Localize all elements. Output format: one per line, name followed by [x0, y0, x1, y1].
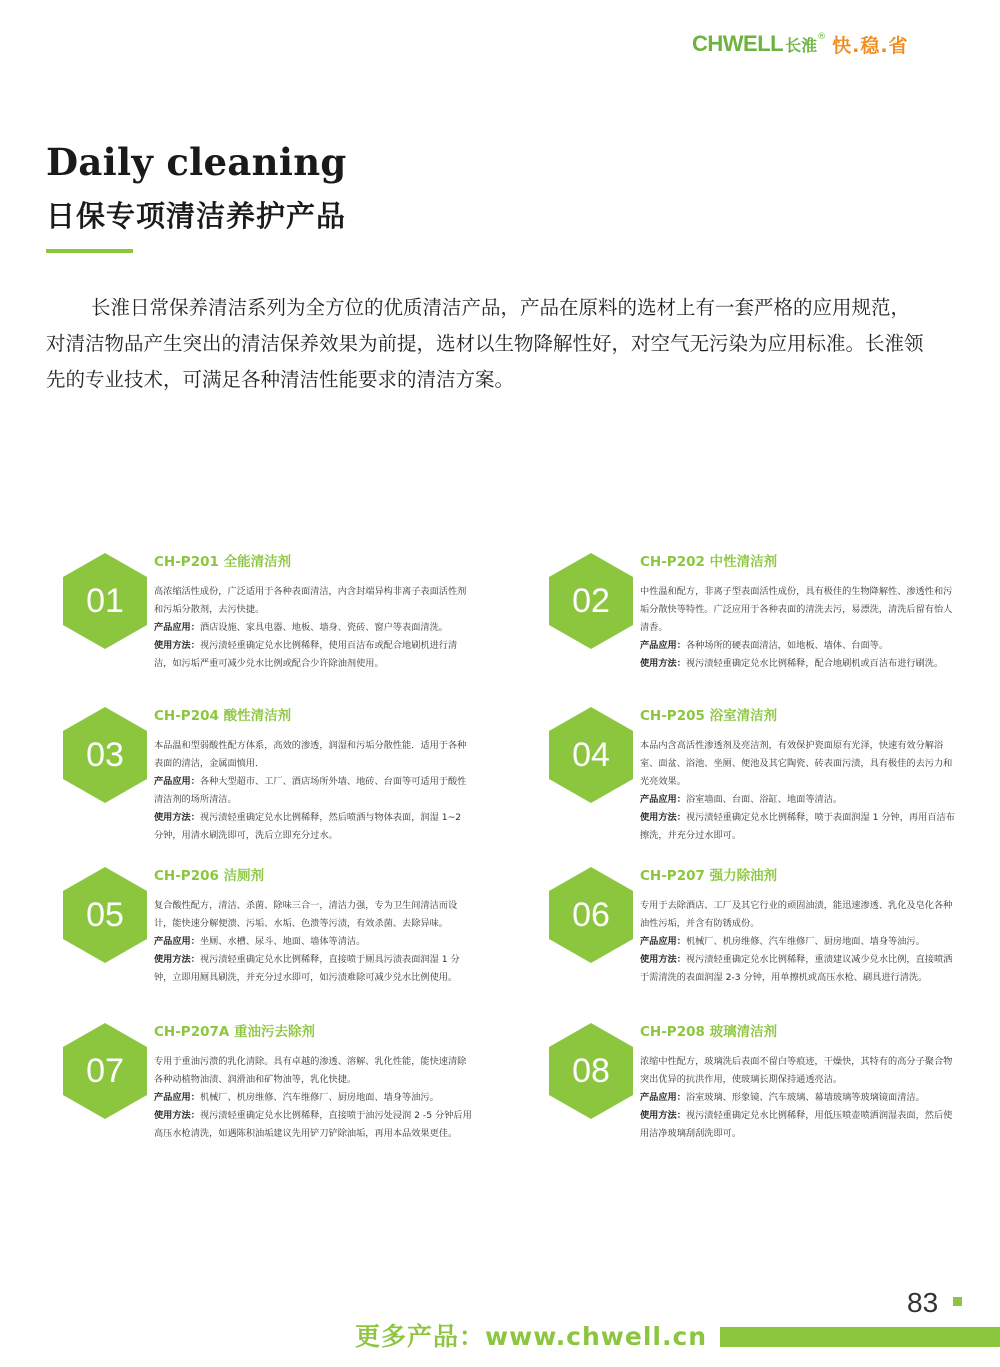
product-desc-text: 高浓缩活性成份，广泛适用于各种表面清洁，内含封端异构非离子表面活性剂和污垢分散剂，去污快捷。: [154, 586, 467, 615]
product-usage-text: 视污渍轻重确定兑水比例稀释，直接喷于油污处浸润 2 -5 分钟后用高压水枪清洗，如遇陈积油垢建议先用铲刀铲除油垢，再用本品效果更佳。: [154, 1110, 472, 1139]
product-application-text: 各种场所的硬表面清洁，如地板、墙体、台面等。: [685, 640, 889, 651]
usage-label: 使用方法：: [640, 658, 686, 669]
application-label: 产品应用：: [154, 936, 200, 947]
page-title-english: Daily cleaning: [46, 140, 347, 184]
product-description: [154, 737, 472, 845]
product-usage-text: 视污渍轻重确定兑水比例稀释，重渍建议减少兑水比例，直接喷洒于需清洗的表面润湿 2-3 分钟，用单擦机或高压水枪、刷具进行清洗。: [640, 954, 953, 983]
product-desc-text: 复合酸性配方，清洁、杀菌、除味三合一，清洁力强，专为卫生间清洁而设计，能快速分解便溃、污垢、水垢、色溃等污渍，有效杀菌、去除异味。: [154, 900, 458, 929]
product-desc-text: 浓缩中性配方，玻璃洗后表面不留白等痕迹，干燥快，其特有的高分子聚合物突出优异的抗洪作用，使玻璃长期保持通透亮洁。: [640, 1056, 953, 1085]
application-label: 产品应用：: [154, 622, 200, 633]
product-usage-text: 视污渍轻重确定兑水比例稀释，使用百洁布或配合地刷机进行清洁，如污垢严重可减少兑水比例或配合少许除油剂使用。: [154, 640, 458, 669]
product-card-02: [534, 553, 974, 703]
product-title: CH-P207 强力除油剂: [640, 868, 778, 884]
usage-label: 使用方法：: [154, 954, 200, 965]
usage-label: 使用方法：: [154, 1110, 200, 1121]
product-number: 05: [86, 895, 124, 934]
registered-mark: ®: [817, 32, 827, 42]
product-application-text: 酒店设施、家具电器、地板、墙身、瓷砖、窗户等表面清洗。: [199, 622, 448, 633]
product-number: 02: [572, 581, 610, 620]
footer-website-link[interactable]: 更多产品：www.chwell.cn: [355, 1322, 708, 1351]
intro-paragraph: 长淮日常保养清洁系列为全方位的优质清洁产品，产品在原料的选材上有一套严格的应用规范，对清洁物品产生突出的清洁保养效果为前提，选材以生物降解性好，对空气无污染为应用标准。长淮领先的专业技术，可满足各种清洁性能要求的清洁方案。: [46, 296, 924, 391]
product-title: CH-P207A 重油污去除剂: [154, 1024, 316, 1040]
product-title: CH-P205 浴室清洁剂: [640, 708, 778, 724]
page-number-square-icon: [953, 1297, 962, 1306]
product-card-03: [48, 707, 488, 857]
product-card-07: [48, 1023, 488, 1173]
product-number: 03: [86, 735, 124, 774]
product-usage-text: 视污渍轻重确定兑水比例稀释，用低压喷壶喷洒润湿表面，然后使用洁净玻璃刮刮洗即可。: [640, 1110, 953, 1139]
product-application-text: 机械厂、机房维修、汽车维修厂、厨房地面、墙身等油污。: [199, 1092, 439, 1103]
product-usage-text: 视污渍轻重确定兑水比例稀释，喷于表面润湿 1 分钟，再用百洁布擦洗，并充分过水即可。: [640, 812, 955, 841]
usage-label: 使用方法：: [154, 640, 200, 651]
product-usage-text: 视污渍轻重确定兑水比例稀释，然后喷洒与物体表面，润湿 1~2 分钟，用清水刷洗即可，洗后立即充分过水。: [154, 812, 462, 841]
product-description: [154, 583, 472, 673]
product-desc-text: 专用于重油污溃的乳化清除。具有卓越的渗透、溶解、乳化性能，能快速清除各种动植物油渍、润滑油和矿物油等，乳化快捷。: [154, 1056, 467, 1085]
product-description: [640, 737, 958, 845]
usage-label: 使用方法：: [640, 812, 686, 823]
product-title: CH-P202 中性清洁剂: [640, 554, 778, 570]
product-number: 04: [572, 735, 610, 774]
product-desc-text: 专用于去除酒店、工厂及其它行业的顽固油渍，能迅速渗透、乳化及皂化各种油性污垢，并含有防锈成份。: [640, 900, 953, 929]
page-title-chinese: 日保专项清洁养护产品: [46, 199, 347, 233]
product-number: 07: [86, 1051, 124, 1090]
product-application-text: 浴室玻璃、形象镜、汽车玻璃、幕墙玻璃等玻璃镜面清洁。: [685, 1092, 925, 1103]
footer-accent-bar: [720, 1327, 1000, 1347]
application-label: 产品应用：: [154, 1092, 200, 1103]
title-underline: [46, 249, 133, 253]
application-label: 产品应用：: [154, 776, 200, 787]
application-label: 产品应用：: [640, 936, 686, 947]
application-label: 产品应用：: [640, 640, 686, 651]
product-card-04: [534, 707, 974, 857]
product-card-05: [48, 867, 488, 1017]
product-title: CH-P208 玻璃清洁剂: [640, 1024, 778, 1040]
logo-brand-text: CHWELL: [692, 31, 784, 56]
product-application-text: 机械厂、机房维修、汽车维修厂、厨房地面、墙身等油污。: [685, 936, 925, 947]
logo-chinese-name: 长淮: [785, 35, 818, 55]
usage-label: 使用方法：: [640, 954, 686, 965]
brand-logo: [692, 30, 909, 58]
product-description: [640, 583, 958, 673]
product-description: [154, 897, 472, 987]
product-desc-text: 本品温和型弱酸性配方体系，高效的渗透，润湿和污垢分散性能．适用于各种表面的清洁，金属面慎用．: [154, 740, 467, 769]
product-card-08: [534, 1023, 974, 1173]
product-number: 08: [572, 1051, 610, 1090]
product-usage-text: 视污渍轻重确定兑水比例稀释，直接喷于厕具污渍表面润湿 1 分钟，立即用厕具刷洗，并充分过水即可，如污渍难除可减少兑水比例使用。: [154, 954, 460, 983]
product-title: CH-P204 酸性清洁剂: [154, 708, 292, 724]
product-card-01: [48, 553, 488, 703]
product-desc-text: 中性温和配方，非离子型表面活性成份，具有极佳的生物降解性、渗透性和污垢分散快等特性。广泛应用于各种表面的清洗去污，易漂洗，清洗后留有怡人清香。: [640, 586, 953, 633]
product-number: 01: [86, 581, 124, 620]
page-number: 83: [907, 1287, 939, 1318]
product-title: CH-P206 洁厕剂: [154, 868, 265, 884]
application-label: 产品应用：: [640, 1092, 686, 1103]
product-usage-text: 视污渍轻重确定兑水比例稀释，配合地刷机或百洁布进行刷洗。: [685, 658, 944, 669]
usage-label: 使用方法：: [640, 1110, 686, 1121]
application-label: 产品应用：: [640, 794, 686, 805]
product-card-06: [534, 867, 974, 1017]
product-desc-text: 本品内含高活性渗透剂及亮洁剂，有效保护瓷面原有光泽，快速有效分解浴室、面盆、浴池、坐厕、便池及其它陶瓷、砖表面污渍，具有极佳的去污力和光亮效果。: [640, 740, 953, 787]
product-description: [640, 1053, 958, 1143]
product-description: [154, 1053, 472, 1143]
product-number: 06: [572, 895, 610, 934]
logo-slogan: 快.稳.省: [832, 34, 909, 57]
product-title: CH-P201 全能清洁剂: [154, 554, 292, 570]
product-application-text: 坐厕、水槽、尿斗、地面、墙体等清洁。: [199, 936, 366, 947]
usage-label: 使用方法：: [154, 812, 200, 823]
product-application-text: 浴室墙面、台面、浴缸、地面等清洁。: [685, 794, 843, 805]
product-description: [640, 897, 958, 987]
product-application-text: 各种大型超市、工厂、酒店场所外墙、地砖、台面等可适用于酸性清洁剂的场所清洁。: [154, 776, 467, 805]
